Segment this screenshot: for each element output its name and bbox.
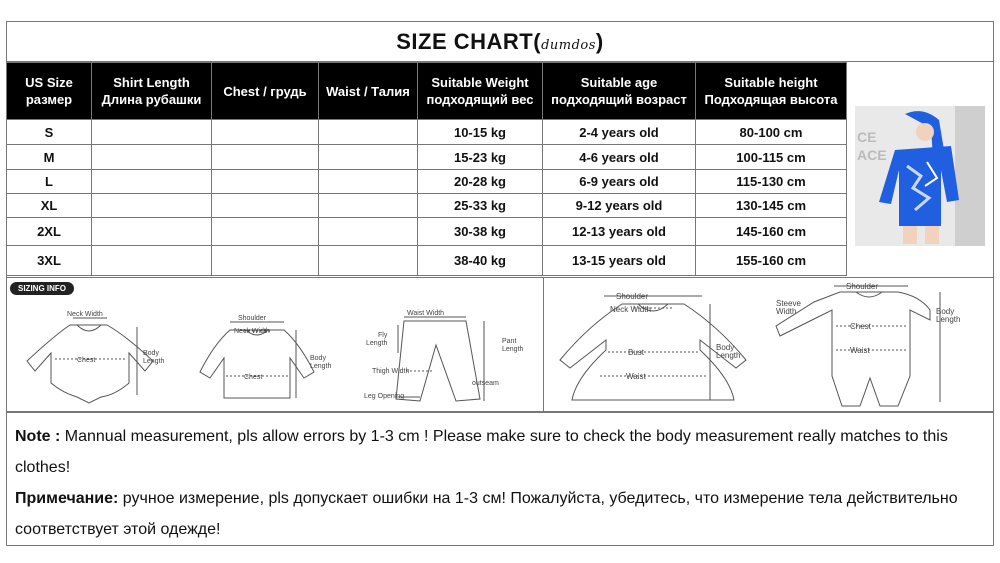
table-cell: 100-115 cm bbox=[696, 145, 847, 170]
note-text: Mannual measurement, pls allow errors by 1-3 cm ! Please make sure to check the body measurement really matches to this clothes! bbox=[15, 428, 948, 476]
header-age: Suitable age подходящий возраст bbox=[543, 63, 696, 120]
label-width: Width bbox=[776, 307, 797, 316]
table-cell bbox=[212, 246, 319, 276]
table-cell: 12-13 years old bbox=[543, 218, 696, 246]
label-leg-opening: Leg Opening bbox=[364, 393, 405, 400]
table-cell bbox=[319, 170, 418, 194]
label-fly: Fly bbox=[378, 332, 388, 339]
table-row bbox=[7, 120, 847, 145]
svg-text:ACE: ACE bbox=[857, 147, 887, 163]
table-cell: 10-15 kg bbox=[418, 120, 543, 145]
note-label: Note : bbox=[15, 428, 61, 445]
table-cell: 2-4 years old bbox=[543, 120, 696, 145]
panel-divider bbox=[543, 277, 544, 412]
shirt-diagram bbox=[190, 300, 350, 405]
table-cell bbox=[212, 120, 319, 145]
header-height: Suitable height Подходящая высота bbox=[696, 63, 847, 120]
table-cell: 30-38 kg bbox=[418, 218, 543, 246]
label-chest: Chest bbox=[77, 357, 96, 364]
table-cell bbox=[92, 194, 212, 218]
header-size: US Size размер bbox=[7, 63, 92, 120]
table-row bbox=[7, 246, 847, 276]
dress-diagram bbox=[550, 288, 755, 408]
label-pant: Pant bbox=[502, 338, 517, 345]
label-outseam: outseam bbox=[472, 380, 499, 387]
title-bar bbox=[6, 21, 994, 62]
table-cell bbox=[319, 120, 418, 145]
table-cell bbox=[92, 246, 212, 276]
romper-diagram bbox=[770, 280, 985, 408]
label-chest: Chest bbox=[850, 322, 871, 331]
header-waist: Waist / Талия bbox=[319, 63, 418, 120]
table-cell: 145-160 cm bbox=[696, 218, 847, 246]
table-cell bbox=[212, 170, 319, 194]
table-cell: M bbox=[7, 145, 92, 170]
size-table bbox=[6, 62, 847, 276]
label-body: Body bbox=[716, 343, 735, 352]
table-cell: 4-6 years old bbox=[543, 145, 696, 170]
label-neck-width: Neck Width bbox=[67, 311, 103, 318]
label-waist: Waist bbox=[626, 372, 646, 381]
table-cell bbox=[212, 194, 319, 218]
label-pant-length: Length bbox=[502, 346, 524, 353]
label-bust: Bust bbox=[628, 348, 645, 357]
table-cell bbox=[92, 170, 212, 194]
table-cell bbox=[92, 120, 212, 145]
label-waist-width: Waist Width bbox=[407, 310, 445, 317]
svg-text:CE: CE bbox=[857, 129, 877, 145]
table-cell bbox=[92, 145, 212, 170]
header-shirt-length: Shirt Length Длина рубашки bbox=[92, 63, 212, 120]
note-russian bbox=[15, 483, 985, 545]
table-row bbox=[7, 145, 847, 170]
table-cell: 38-40 kg bbox=[418, 246, 543, 276]
table-cell: XL bbox=[7, 194, 92, 218]
note-label-ru: Примечание: bbox=[15, 490, 119, 507]
table-cell: 155-160 cm bbox=[696, 246, 847, 276]
table-cell bbox=[212, 145, 319, 170]
table-cell: 115-130 cm bbox=[696, 170, 847, 194]
product-photo bbox=[855, 106, 985, 246]
label-shoulder: Shoulder bbox=[238, 315, 267, 322]
page-title: SIZE CHART(dumdos) bbox=[396, 28, 604, 54]
label-body: Body bbox=[310, 355, 326, 362]
table-cell: S bbox=[7, 120, 92, 145]
label-body: Body bbox=[143, 350, 159, 357]
table-cell bbox=[319, 194, 418, 218]
table-cell: 3XL bbox=[7, 246, 92, 276]
header-weight: Suitable Weight подходящий вес bbox=[418, 63, 543, 120]
table-cell bbox=[92, 218, 212, 246]
note-text-ru: ручное измерение, pls допускает ошибки на 1-3 см! Пожалуйста, убедитесь, что измерение тела действительно соответствует этой одежде! bbox=[15, 490, 958, 538]
table-cell: 20-28 kg bbox=[418, 170, 543, 194]
table-cell: 15-23 kg bbox=[418, 145, 543, 170]
header-chest: Chest / грудь bbox=[212, 63, 319, 120]
label-length: Length bbox=[310, 363, 332, 370]
table-cell: 6-9 years old bbox=[543, 170, 696, 194]
table-row bbox=[7, 218, 847, 246]
bodysuit-diagram bbox=[25, 305, 185, 405]
label-shoulder: Shoulder bbox=[846, 282, 879, 291]
label-neck-width: Neck Width bbox=[234, 328, 270, 335]
brand-name: dumdos bbox=[541, 37, 596, 53]
notes-section bbox=[6, 412, 994, 546]
table-cell bbox=[319, 218, 418, 246]
label-neck-width: Neck Width bbox=[610, 305, 651, 314]
label-body: Body bbox=[936, 307, 955, 316]
table-cell: 80-100 cm bbox=[696, 120, 847, 145]
label-length: Length bbox=[936, 315, 961, 324]
table-cell: 9-12 years old bbox=[543, 194, 696, 218]
table-cell bbox=[212, 218, 319, 246]
label-fly-length: Length bbox=[366, 340, 388, 347]
label-length: Length bbox=[716, 351, 741, 360]
note-english bbox=[15, 421, 985, 483]
table-cell bbox=[319, 246, 418, 276]
sizing-info-tag: SIZING INFO bbox=[10, 282, 74, 295]
label-shoulder: Shoulder bbox=[616, 292, 649, 301]
table-cell bbox=[319, 145, 418, 170]
label-thigh-width: Thigh Width bbox=[372, 368, 410, 375]
label-chest: Chest bbox=[244, 374, 263, 381]
label-length: Length bbox=[143, 358, 165, 365]
label-waist: Waist bbox=[850, 346, 870, 355]
table-cell: 2XL bbox=[7, 218, 92, 246]
table-row bbox=[7, 170, 847, 194]
table-cell: 25-33 kg bbox=[418, 194, 543, 218]
table-row bbox=[7, 194, 847, 218]
table-cell: L bbox=[7, 170, 92, 194]
table-header-row bbox=[7, 63, 847, 120]
label-sleeve: Steeve bbox=[776, 299, 801, 308]
table-cell: 13-15 years old bbox=[543, 246, 696, 276]
table-cell: 130-145 cm bbox=[696, 194, 847, 218]
pants-diagram bbox=[362, 305, 542, 405]
